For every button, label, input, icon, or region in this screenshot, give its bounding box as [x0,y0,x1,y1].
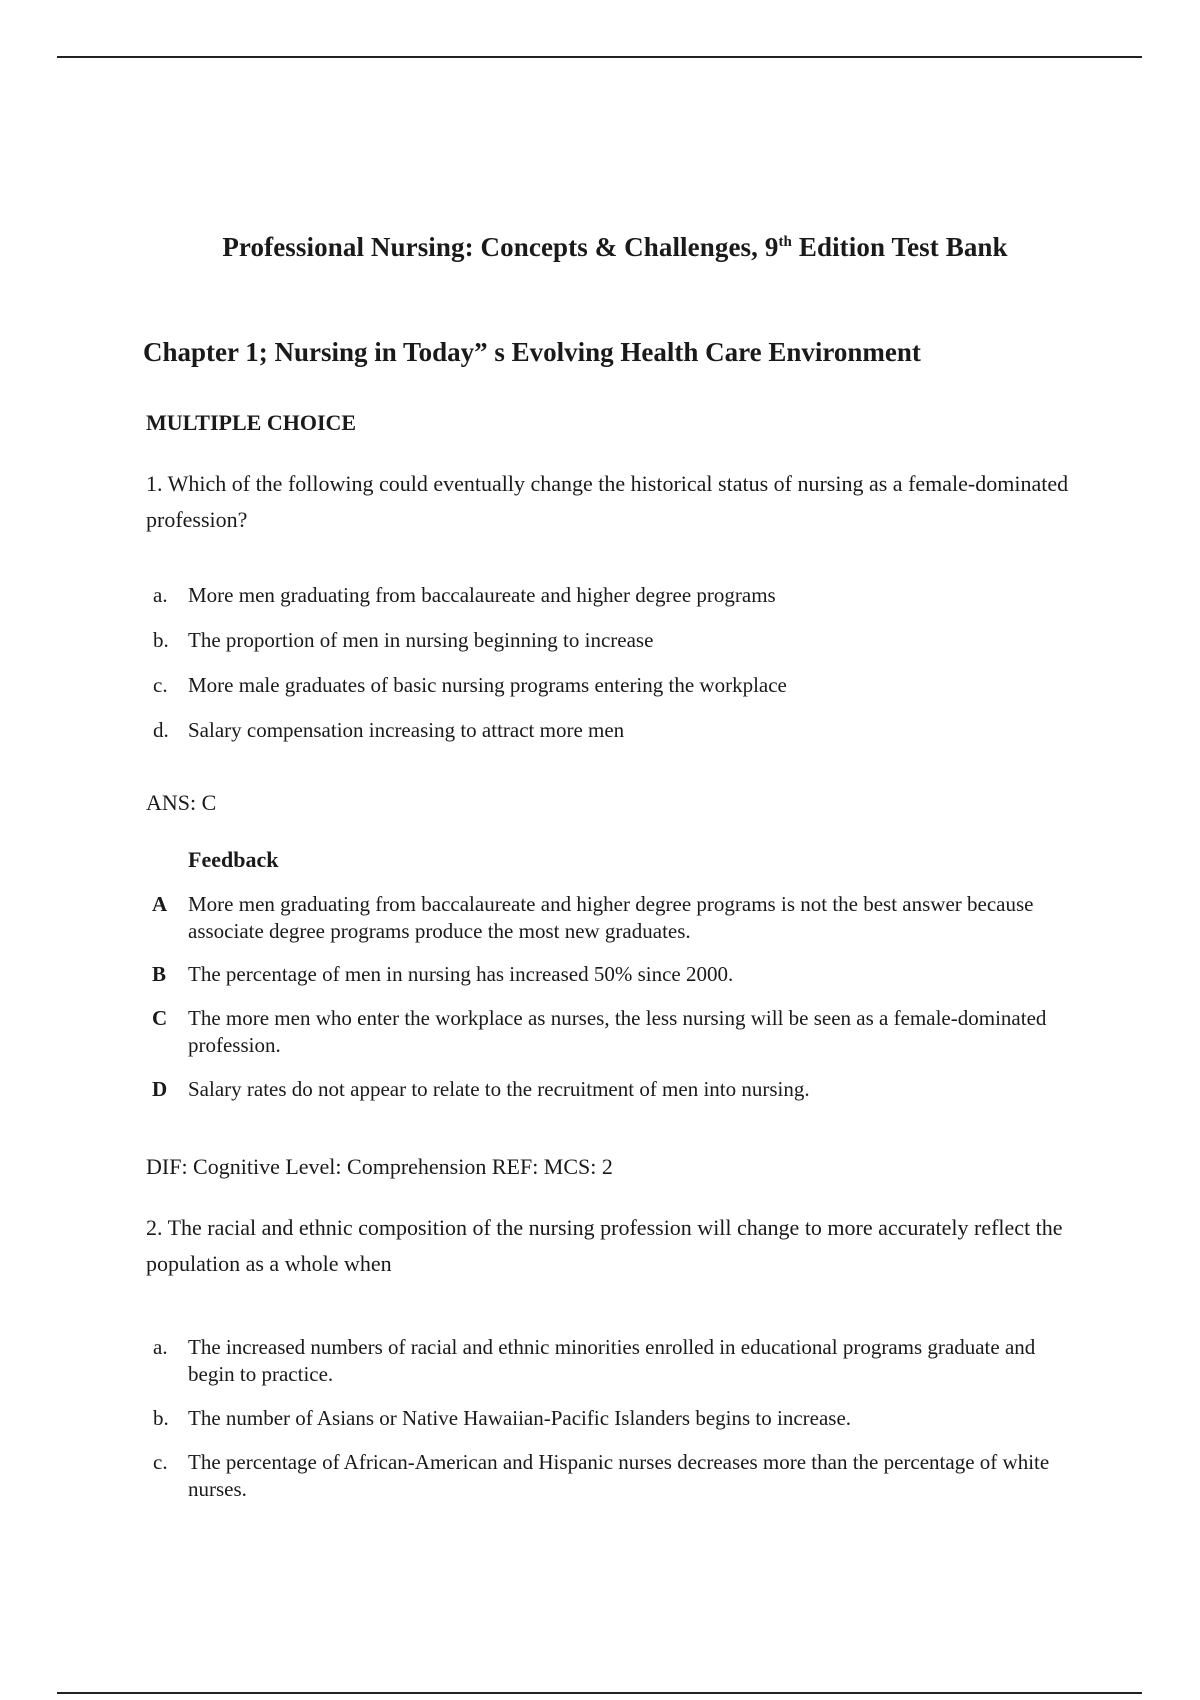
option-text: More male graduates of basic nursing programs entering the workplace [188,673,787,697]
option-text: Salary compensation increasing to attract more men [188,718,625,742]
feedback-item-b [146,961,1066,988]
feedback-heading: Feedback [188,847,279,872]
bottom-rule [57,1692,1142,1694]
feedback-letter: B [152,962,167,986]
option-text: The proportion of men in nursing beginning to increase [188,628,654,652]
option-text: More men graduating from baccalaureate and higher degree programs [188,583,776,607]
option-text: The number of Asians or Native Hawaiian-Pacific Islanders begins to increase. [188,1406,852,1430]
feedback-item-d [146,1076,1066,1103]
question-2-option-c [146,1449,1066,1503]
question-2-options [146,1334,1066,1503]
question-2-text: 2. The racial and ethnic composition of the nursing profession will change to more accurately reflect the population as a whole when [146,1215,1063,1276]
option-letter: c. [153,673,168,697]
document-title: Professional Nursing: Concepts & Challenges, 9th Edition Test Bank [222,232,1008,262]
feedback-letter: C [152,1006,168,1030]
option-text: The percentage of African-American and Hispanic nurses decreases more than the percentage of white nurses. [188,1450,1050,1501]
feedback-text: The percentage of men in nursing has increased 50% since 2000. [188,962,734,986]
option-letter: a. [153,1335,168,1359]
feedback-text: More men graduating from baccalaureate and higher degree programs is not the best answer because associate degree programs produce the most new graduates. [188,892,1034,943]
option-letter: b. [153,1406,169,1430]
feedback-letter: A [152,892,168,916]
question-2-option-a [146,1334,1066,1388]
option-letter: d. [153,718,169,742]
answer-key: ANS: C [146,790,217,815]
feedback-item-c [146,1005,1066,1059]
option-text: The increased numbers of racial and ethnic minorities enrolled in educational programs graduate and begin to practice. [188,1335,1036,1386]
question-1-option-a [146,582,1066,627]
feedback-letter: D [152,1077,168,1101]
feedback-item-a [146,891,1066,945]
feedback-text: The more men who enter the workplace as nurses, the less nursing will be seen as a female-dominated profession. [188,1006,1047,1057]
difficulty-reference: DIF: Cognitive Level: Comprehension REF: MCS: 2 [146,1154,613,1179]
feedback-list [146,891,1066,1103]
question-2-option-b [146,1405,1066,1432]
chapter-heading: Chapter 1; Nursing in Today” s Evolving Health Care Environment [143,337,921,367]
question-1-options [146,582,1066,762]
option-letter: c. [153,1450,168,1474]
question-1-option-d [146,717,1066,762]
feedback-text: Salary rates do not appear to relate to the recruitment of men into nursing. [188,1077,810,1101]
section-heading: MULTIPLE CHOICE [146,410,357,435]
option-letter: b. [153,628,169,652]
top-rule [57,56,1142,58]
option-letter: a. [153,583,168,607]
question-1-text: 1. Which of the following could eventually change the historical status of nursing as a female-dominated profession? [146,471,1069,532]
question-1-option-b [146,627,1066,672]
question-1-option-c [146,672,1066,717]
